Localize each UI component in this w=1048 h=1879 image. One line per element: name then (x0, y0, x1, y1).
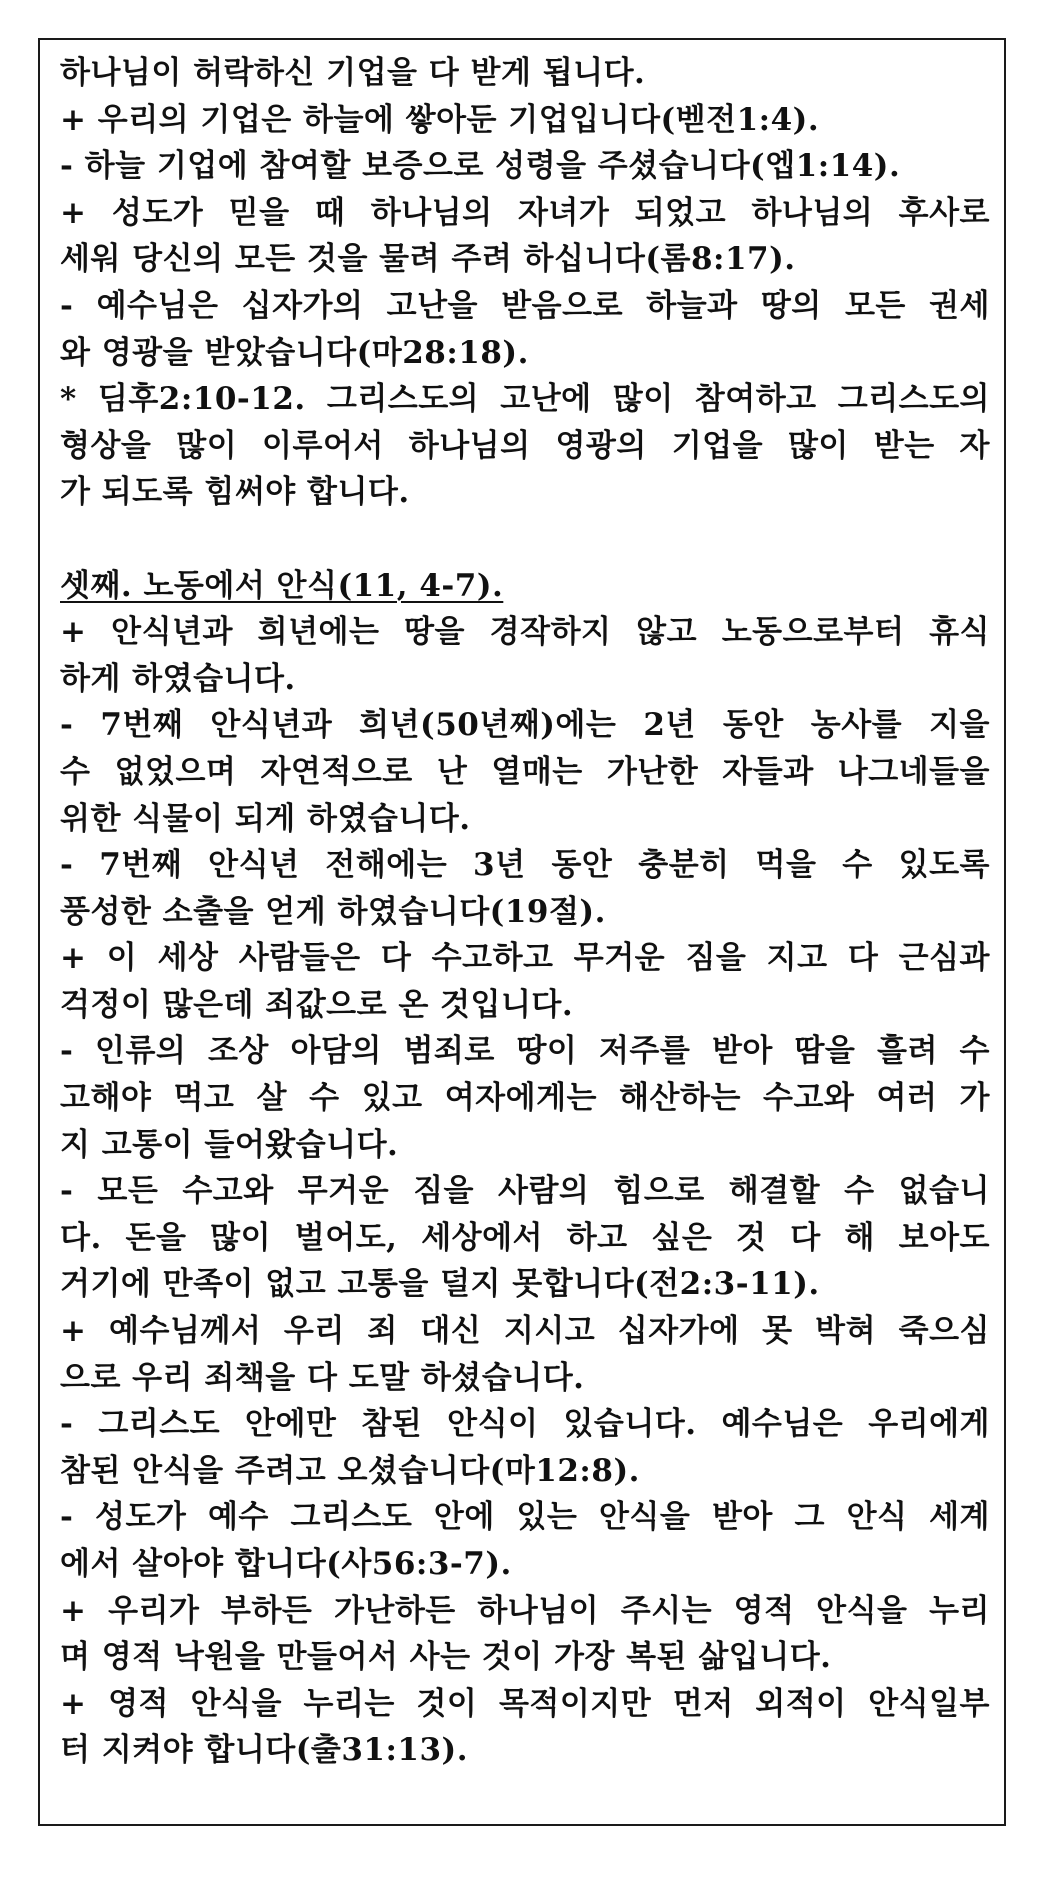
document-frame (38, 38, 1006, 1826)
section-heading-text: 셋째. 노동에서 안식(11, 4-7). (60, 567, 504, 604)
text-line: 형상을 많이 이루어서 하나님의 영광의 기업을 많이 받는 자 (60, 427, 990, 464)
text-line: - 7번째 안식년과 희년(50년째)에는 2년 동안 농사를 지을 (60, 707, 990, 744)
text-line: 수 없었으며 자연적으로 난 열매는 가난한 자들과 나그네들을 (60, 753, 990, 790)
text-line: + 이 세상 사람들은 다 수고하고 무거운 짐을 지고 다 근심과 (60, 940, 990, 977)
text-line: 에서 살아야 합니다(사56:3-7). (60, 1546, 512, 1582)
text-line: 고해야 먹고 살 수 있고 여자에게는 해산하는 수고와 여러 가 (60, 1080, 990, 1117)
blank-line (60, 516, 990, 563)
text-line: + 예수님께서 우리 죄 대신 지시고 십자가에 못 박혀 죽으심 (60, 1313, 990, 1350)
document-text-lines (60, 50, 990, 1774)
text-line: + 우리가 부하든 가난하든 하나님이 주시는 영적 안식을 누리 (60, 1592, 990, 1629)
text-line: - 성도가 예수 그리스도 안에 있는 안식을 받아 그 안식 세계 (60, 1499, 990, 1536)
text-line: 하게 하였습니다. (60, 660, 296, 697)
text-line: + 안식년과 희년에는 땅을 경작하지 않고 노동으로부터 휴식 (60, 614, 990, 651)
text-line: 하나님이 허락하신 기업을 다 받게 됩니다. (60, 55, 646, 91)
text-line: 거기에 만족이 없고 고통을 덜지 못합니다(전2:3-11). (60, 1266, 820, 1303)
text-line: - 그리스도 안에만 참된 안식이 있습니다. 예수님은 우리에게 (60, 1406, 990, 1443)
text-line: 참된 안식을 주려고 오셨습니다(마12:8). (60, 1452, 640, 1489)
section-heading (60, 563, 990, 610)
text-line: 와 영광을 받았습니다(마28:18). (60, 334, 529, 371)
text-line: 며 영적 낙원을 만들어서 사는 것이 가장 복된 삶입니다. (60, 1639, 832, 1676)
text-line: + 우리의 기업은 하늘에 쌓아둔 기업입니다(벧전1:4). (60, 101, 820, 138)
text-line: + 영적 안식을 누리는 것이 목적이지만 먼저 외적이 안식일부 (60, 1685, 990, 1722)
text-line: 세워 당신의 모든 것을 물려 주려 하십니다(롬8:17). (60, 241, 796, 278)
text-line: - 모든 수고와 무거운 짐을 사람의 힘으로 해결할 수 없습니 (60, 1173, 990, 1210)
text-line: 다. 돈을 많이 벌어도, 세상에서 하고 싶은 것 다 해 보아도 (60, 1219, 990, 1256)
text-line: + 성도가 믿을 때 하나님의 자녀가 되었고 하나님의 후사로 (60, 194, 990, 231)
text-line: * 딤후2:10-12. 그리스도의 고난에 많이 참여하고 그리스도의 (60, 381, 990, 418)
text-line: 으로 우리 죄책을 다 도말 하셨습니다. (60, 1359, 585, 1396)
text-line: 지 고통이 들어왔습니다. (60, 1126, 399, 1163)
text-line: 가 되도록 힘써야 합니다. (60, 474, 410, 511)
text-line: 터 지켜야 합니다(출31:13). (60, 1732, 469, 1769)
text-line: 풍성한 소출을 얻게 하였습니다(19절). (60, 893, 606, 930)
text-line: - 7번째 안식년 전해에는 3년 동안 충분히 먹을 수 있도록 (60, 847, 990, 884)
text-line: - 예수님은 십자가의 고난을 받음으로 하늘과 땅의 모든 권세 (60, 287, 990, 324)
text-line: - 하늘 기업에 참여할 보증으로 성령을 주셨습니다(엡1:14). (60, 148, 901, 185)
text-line: - 인류의 조상 아담의 범죄로 땅이 저주를 받아 땀을 흘려 수 (60, 1033, 990, 1070)
text-line: 걱정이 많은데 죄값으로 온 것입니다. (60, 986, 574, 1023)
text-line: 위한 식물이 되게 하였습니다. (60, 800, 471, 837)
